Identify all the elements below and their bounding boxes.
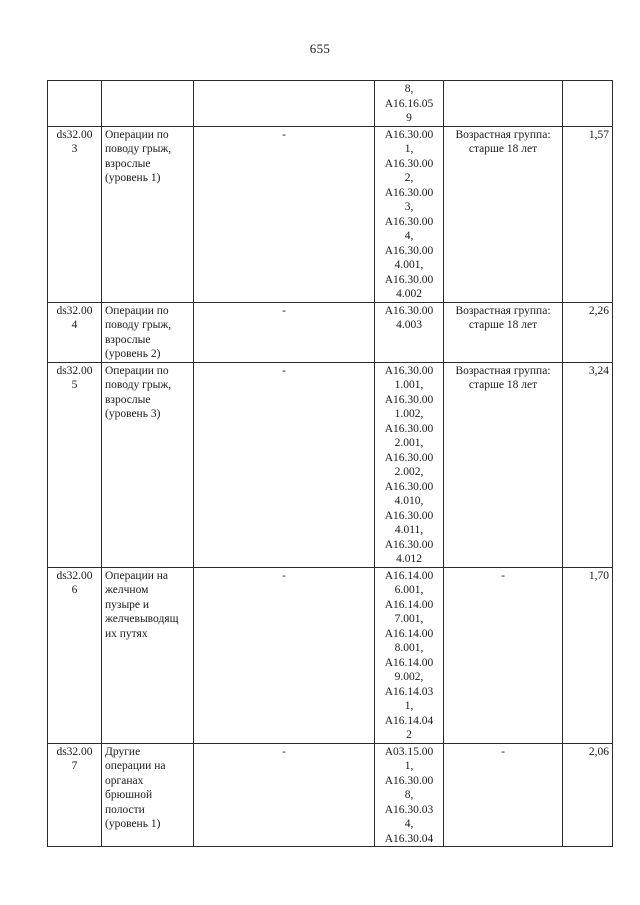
service-cell [375,743,444,847]
code-line: 5 [71,379,78,391]
service-line: A16.30.04 [384,832,434,845]
service-cell [375,362,444,567]
service-line: A16.14.00 [384,569,434,582]
service-line: A16.30.00 [384,186,434,199]
table-row [48,743,613,847]
name-line: (уровень 3) [105,408,161,420]
code-line: ds32.00 [56,128,93,141]
service-line: 7.001, [394,613,424,625]
name-cell [102,362,194,567]
code-cell [48,302,102,362]
service-line: 1.002, [394,408,424,420]
service-line: A16.30.00 [384,364,434,377]
coefficient-cell: 2,06 [563,743,613,847]
name-line: Операции по [105,128,169,141]
service-line: A16.30.00 [384,244,434,257]
name-line: пузыре и [105,598,150,611]
criteria-cell [444,567,563,743]
name-line: желчном [105,584,149,596]
service-line: 2 [406,729,412,741]
service-line: A16.30.00 [384,273,434,286]
name-line: Другие [105,745,141,758]
name-line: (уровень 2) [105,348,161,360]
name-line: органах [105,774,144,787]
code-cell [48,567,102,743]
service-cell [375,126,444,302]
criteria-cell [444,743,563,847]
service-line: 6.001, [394,584,424,596]
code-line: ds32.00 [56,304,93,317]
service-line: 1, [404,143,414,155]
service-line: A16.30.00 [384,157,434,170]
name-line: операции на [105,760,166,772]
criteria-cell [444,302,563,362]
service-line: 4, [404,818,414,830]
service-line: 2, [404,172,414,184]
code-cell [48,362,102,567]
service-line: A16.14.00 [384,656,434,669]
service-line: A16.30.00 [384,538,434,551]
mkb-cell: - [194,567,375,743]
service-line: 4.001, [394,259,424,271]
table-row [48,302,613,362]
code-line: 4 [71,319,78,331]
code-line: ds32.00 [56,364,93,377]
name-cell [102,567,194,743]
code-line: ds32.00 [56,569,93,582]
criteria-cell [444,126,563,302]
page-number: 655 [309,41,331,56]
name-line: взрослые [105,393,151,406]
coefficient-cell: 1,70 [563,567,613,743]
service-line: 9.002, [394,671,424,683]
code-cell [48,81,102,127]
code-line: 7 [71,760,78,772]
service-line: A16.14.03 [384,685,434,698]
service-line: 8.001, [394,642,424,654]
name-line: (уровень 1) [105,818,161,830]
service-line: 4, [404,230,414,242]
name-line: брюшной [105,789,153,801]
service-line: 4.003 [396,319,422,331]
service-line: A16.30.00 [384,451,434,464]
name-cell [102,126,194,302]
service-line: A16.30.00 [384,304,434,317]
table-row [48,126,613,302]
service-line: A16.30.00 [384,393,434,406]
code-line: 3 [71,143,78,155]
coefficient-cell [563,81,613,127]
name-line: (уровень 1) [105,172,161,184]
service-line: A16.30.00 [384,215,434,228]
service-line: 8, [404,789,414,801]
criteria-line: старше 18 лет [468,319,538,331]
service-line: A16.30.03 [384,803,434,816]
mkb-cell: - [194,302,375,362]
service-cell [375,302,444,362]
criteria-line: Возрастная группа: [455,128,551,141]
service-line: 4.012 [396,553,422,565]
name-line: взрослые [105,157,151,170]
table-row [48,567,613,743]
name-line: их путях [105,627,148,640]
criteria-line: Возрастная группа: [455,304,551,317]
name-line: полости [105,803,145,816]
service-line: A16.30.00 [384,480,434,493]
coefficient-cell: 2,26 [563,302,613,362]
service-line: 9 [406,112,412,124]
service-line: 1, [404,700,414,712]
service-line: 4.010, [394,495,424,507]
service-line: A16.30.00 [384,128,434,141]
criteria-line: старше 18 лет [468,143,538,155]
name-cell [102,302,194,362]
name-cell [102,743,194,847]
table-row [48,81,613,127]
criteria-line: - [501,745,505,758]
service-line: A16.16.05 [384,97,434,110]
service-cell [375,81,444,127]
service-line: 3, [404,201,414,213]
name-line: поводу грыж, [105,319,172,331]
service-line: A16.14.04 [384,714,434,727]
service-line: A03.15.00 [384,745,434,758]
service-cell [375,567,444,743]
service-line: A16.14.00 [384,627,434,640]
mkb-cell: - [194,743,375,847]
table-row [48,362,613,567]
criteria-line: Возрастная группа: [455,364,551,377]
service-line: 1, [404,760,414,772]
name-line: Операции на [105,569,169,582]
name-line: поводу грыж, [105,379,172,391]
coefficient-cell: 3,24 [563,362,613,567]
criteria-cell [444,362,563,567]
service-line: 2.002, [394,466,424,478]
name-line: взрослые [105,333,151,346]
service-line: A16.30.00 [384,422,434,435]
service-line: A16.30.00 [384,509,434,522]
coefficient-cell: 1,57 [563,126,613,302]
service-line: A16.30.00 [384,774,434,787]
tariff-table [47,80,613,847]
service-line: 2.001, [394,437,424,449]
name-line: Операции по [105,304,169,317]
service-line: 4.002 [396,288,422,300]
mkb-cell: - [194,362,375,567]
name-line: поводу грыж, [105,143,172,155]
name-cell [102,81,194,127]
code-line: ds32.00 [56,745,93,758]
mkb-cell [194,81,375,127]
code-line: 6 [71,584,78,596]
code-cell [48,743,102,847]
service-line: 1.001, [394,379,424,391]
service-line: 4.011, [394,524,424,536]
code-cell [48,126,102,302]
name-line: желчевыводящ [105,613,179,625]
mkb-cell: - [194,126,375,302]
criteria-line: старше 18 лет [468,379,538,391]
name-line: Операции по [105,364,169,377]
criteria-line: - [501,569,505,582]
service-line: 8, [404,83,414,95]
service-line: A16.14.00 [384,598,434,611]
criteria-cell [444,81,563,127]
